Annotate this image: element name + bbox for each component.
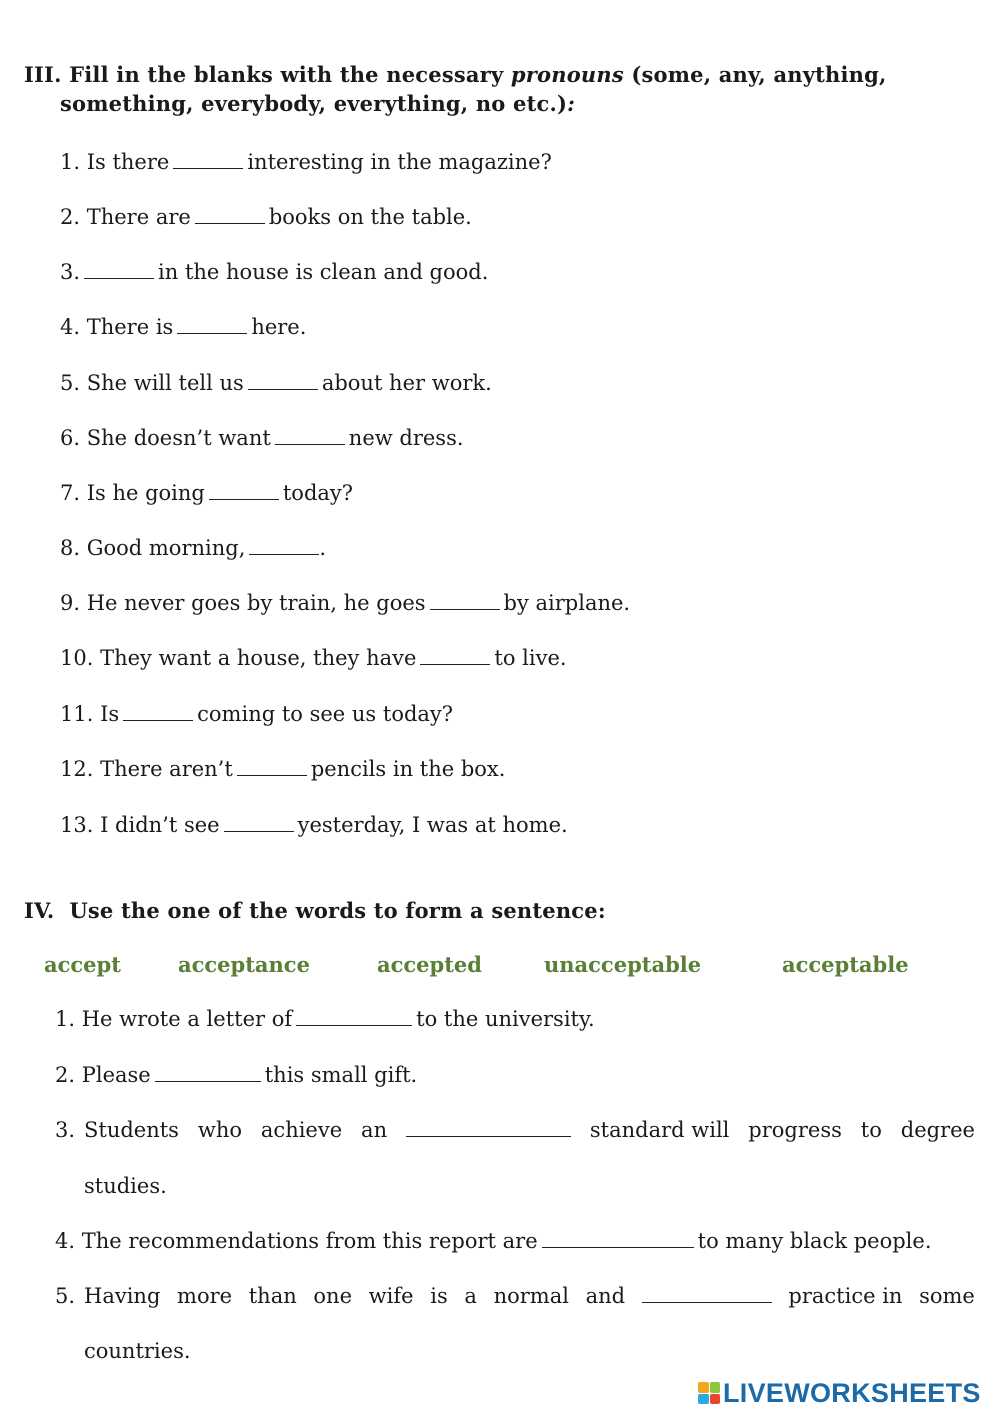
answer-blank[interactable] xyxy=(406,1116,571,1137)
item-number: 2. xyxy=(55,1063,76,1087)
section-3-item-2 xyxy=(60,203,472,231)
section-4-item-5-number: 5. xyxy=(55,1284,76,1308)
section-4-item-3-continuation: studies. xyxy=(84,1174,167,1198)
item-number: 1. xyxy=(55,1007,76,1031)
word-bank-acceptance: acceptance xyxy=(178,952,310,977)
item-word: achieve xyxy=(260,1118,343,1142)
item-text-after: to many black people. xyxy=(697,1229,932,1253)
answer-blank[interactable] xyxy=(155,1061,261,1082)
item-text-after: interesting in the magazine? xyxy=(247,150,552,174)
item-word: more xyxy=(177,1284,233,1308)
section-3-heading-colon: : xyxy=(567,91,576,116)
answer-blank[interactable] xyxy=(195,203,265,224)
item-word: normal xyxy=(493,1284,569,1308)
section-3-item-5 xyxy=(60,369,492,397)
section-3-item-1 xyxy=(60,148,552,176)
section-3-numeral: III. xyxy=(24,62,62,87)
item-word: degree xyxy=(900,1118,975,1142)
item-text-after: in the house is clean and good. xyxy=(158,260,489,284)
item-word: some xyxy=(919,1284,975,1308)
item-text-before: He wrote a letter of xyxy=(81,1007,293,1031)
item-text-before: 11. Is xyxy=(60,702,120,726)
item-text-after: pencils in the box. xyxy=(310,757,506,781)
answer-blank[interactable] xyxy=(237,755,307,776)
section-3-item-9 xyxy=(60,589,630,617)
item-word: an xyxy=(361,1118,388,1142)
item-text-before: 1. Is there xyxy=(60,150,170,174)
item-text-after: about her work. xyxy=(321,371,492,395)
answer-blank[interactable] xyxy=(123,700,193,721)
answer-blank[interactable] xyxy=(249,534,319,555)
item-text-after: to live. xyxy=(494,646,567,670)
answer-blank[interactable] xyxy=(224,811,294,832)
item-word: Students xyxy=(84,1118,179,1142)
item-text-after: today? xyxy=(282,481,354,505)
section-3-item-12 xyxy=(60,755,505,783)
section-4-heading xyxy=(24,896,606,925)
item-text-before: 4. There is xyxy=(60,315,174,339)
item-word: Having xyxy=(84,1284,161,1308)
item-text-after: yesterday, I was at home. xyxy=(297,813,568,837)
answer-blank[interactable] xyxy=(248,369,318,390)
item-word: a xyxy=(464,1284,477,1308)
item-text-after: by airplane. xyxy=(503,591,631,615)
section-4-item-3-number: 3. xyxy=(55,1118,76,1142)
item-text-after: this small gift. xyxy=(264,1063,418,1087)
section-4-item-5 xyxy=(84,1282,975,1310)
section-4-item-2 xyxy=(55,1061,417,1089)
answer-blank[interactable] xyxy=(296,1005,412,1026)
section-3-heading xyxy=(24,60,887,89)
section-4-item-4 xyxy=(55,1227,932,1255)
item-text-after: coming to see us today? xyxy=(197,702,454,726)
section-3-heading-text: Fill in the blanks with the necessary xyxy=(69,62,511,87)
item-text-before: 10. They want a house, they have xyxy=(60,646,417,670)
section-4-item-3 xyxy=(84,1116,975,1144)
section-3-item-10 xyxy=(60,644,567,672)
item-word: than xyxy=(248,1284,297,1308)
item-word: progress xyxy=(748,1118,842,1142)
answer-blank[interactable] xyxy=(177,313,247,334)
item-word: practice in xyxy=(788,1284,903,1308)
item-text-after: books on the table. xyxy=(268,205,472,229)
word-bank-accept: accept xyxy=(44,952,121,977)
answer-blank[interactable] xyxy=(275,424,345,445)
item-text-before: 13. I didn’t see xyxy=(60,813,220,837)
section-4-heading-text: Use the one of the words to form a sentence: xyxy=(69,898,606,923)
item-text-before: The recommendations from this report are xyxy=(81,1229,538,1253)
item-word: who xyxy=(197,1118,243,1142)
item-word: one xyxy=(313,1284,353,1308)
answer-blank[interactable] xyxy=(84,258,154,279)
answer-blank[interactable] xyxy=(542,1227,694,1248)
item-number: 4. xyxy=(55,1229,76,1253)
section-4-numeral: IV. xyxy=(24,898,55,923)
item-word: and xyxy=(585,1284,626,1308)
item-text-before: Please xyxy=(81,1063,151,1087)
section-3-heading-italic: pronouns xyxy=(510,62,624,87)
answer-blank[interactable] xyxy=(420,644,490,665)
section-3-heading-line2 xyxy=(60,89,575,118)
item-text-before: 8. Good morning, xyxy=(60,536,246,560)
section-3-heading-text-b: (some, any, anything, xyxy=(623,62,887,87)
word-bank-unacceptable: unacceptable xyxy=(544,952,702,977)
item-text-after: here. xyxy=(251,315,307,339)
item-word: to xyxy=(860,1118,882,1142)
item-text-after: . xyxy=(319,536,327,560)
liveworksheets-brand-text: LIVEWORKSHEETS xyxy=(723,1377,981,1408)
answer-blank[interactable] xyxy=(173,148,243,169)
item-word: wife xyxy=(368,1284,414,1308)
item-text-after: to the university. xyxy=(416,1007,595,1031)
word-bank-acceptable: acceptable xyxy=(782,952,909,977)
section-4-item-1 xyxy=(55,1005,595,1033)
section-4-item-5-continuation: countries. xyxy=(84,1339,191,1363)
item-word: is xyxy=(430,1284,448,1308)
item-text-before: 5. She will tell us xyxy=(60,371,244,395)
section-3-item-8 xyxy=(60,534,326,562)
word-bank-accepted: accepted xyxy=(377,952,482,977)
liveworksheets-logo[interactable] xyxy=(698,1378,981,1408)
section-3-item-4 xyxy=(60,313,306,341)
section-3-item-7 xyxy=(60,479,353,507)
item-text-before: 9. He never goes by train, he goes xyxy=(60,591,426,615)
item-text-before: 7. Is he going xyxy=(60,481,205,505)
item-text-before: 3. xyxy=(60,260,81,284)
item-word: standard will xyxy=(589,1118,730,1142)
section-3-item-6 xyxy=(60,424,464,452)
answer-blank[interactable] xyxy=(209,479,279,500)
section-3-item-3 xyxy=(60,258,488,286)
section-3-item-11 xyxy=(60,700,453,728)
item-text-before: 6. She doesn’t want xyxy=(60,426,271,450)
item-text-before: 2. There are xyxy=(60,205,191,229)
answer-blank[interactable] xyxy=(642,1282,772,1303)
item-text-before: 12. There aren’t xyxy=(60,757,233,781)
liveworksheets-logo-icon xyxy=(698,1382,720,1404)
item-text-after: new dress. xyxy=(348,426,464,450)
answer-blank[interactable] xyxy=(430,589,500,610)
section-3-heading-line2-text: something, everybody, everything, no etc.) xyxy=(60,91,568,116)
section-3-item-13 xyxy=(60,811,568,839)
